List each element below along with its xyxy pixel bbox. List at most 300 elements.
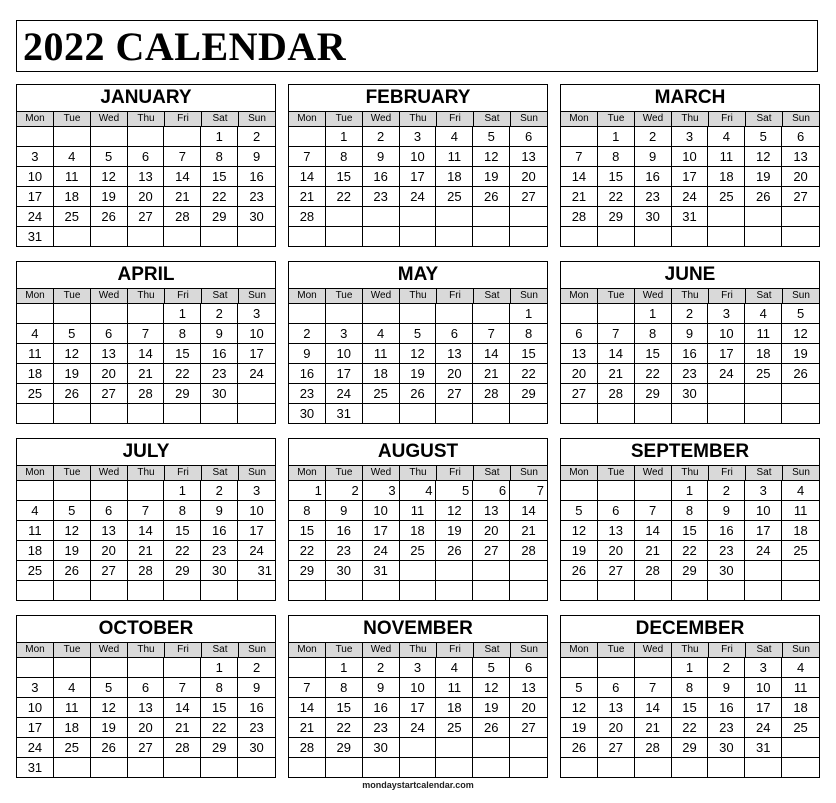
- day-cell: 9: [326, 501, 363, 521]
- day-cell: 1: [672, 481, 709, 501]
- day-cell: 29: [164, 561, 201, 581]
- day-cell: 21: [561, 187, 598, 207]
- weekday-label: Tue: [326, 112, 363, 126]
- day-cell: [635, 758, 672, 777]
- weekday-label: Wed: [91, 466, 128, 480]
- weekday-label: Sat: [202, 289, 239, 303]
- day-cell: 17: [238, 521, 275, 541]
- day-cell: 2: [708, 658, 745, 678]
- day-cell: 15: [510, 344, 547, 364]
- weekday-header: [561, 642, 819, 658]
- day-cell: 31: [238, 561, 275, 581]
- day-cell: 20: [473, 521, 510, 541]
- weekday-header: [289, 111, 547, 127]
- day-cell: 21: [164, 187, 201, 207]
- day-cell: 23: [201, 364, 238, 384]
- weekday-label: Mon: [289, 289, 326, 303]
- day-cell: 3: [708, 304, 745, 324]
- day-cell: 17: [363, 521, 400, 541]
- weekday-label: Wed: [363, 643, 400, 657]
- weekday-label: Fri: [437, 112, 474, 126]
- day-cell: 29: [598, 207, 635, 227]
- day-cell: 6: [510, 658, 547, 678]
- day-cell: 26: [782, 364, 819, 384]
- day-cell: 10: [17, 167, 54, 187]
- day-cell: 9: [635, 147, 672, 167]
- weekday-label: Sun: [248, 113, 266, 124]
- day-cell: 1: [326, 658, 363, 678]
- day-cell: 25: [54, 738, 91, 758]
- footer-url: mondaystartcalendar.com: [362, 780, 474, 790]
- day-cell: [289, 304, 326, 324]
- day-cell: 26: [54, 384, 91, 404]
- day-cell: [782, 404, 819, 423]
- day-cell: 25: [782, 541, 819, 561]
- weekday-label: Tue: [598, 112, 635, 126]
- day-cell: 22: [326, 718, 363, 738]
- day-cell: [91, 304, 128, 324]
- weekday-label: Tue: [326, 289, 363, 303]
- day-cell: 5: [561, 501, 598, 521]
- weekday-header: [561, 288, 819, 304]
- day-cell: 4: [17, 324, 54, 344]
- day-cell: 11: [400, 501, 437, 521]
- day-cell: 7: [289, 678, 326, 698]
- day-cell: [91, 404, 128, 423]
- weekday-label: Tue: [326, 643, 363, 657]
- day-cell: [128, 758, 165, 777]
- day-cell: 26: [561, 561, 598, 581]
- page-title: 2022 CALENDAR: [23, 24, 347, 69]
- day-cell: 2: [238, 127, 275, 147]
- day-cell: 14: [289, 698, 326, 718]
- day-grid: [289, 304, 547, 423]
- day-cell: 26: [473, 187, 510, 207]
- day-cell: 30: [672, 384, 709, 404]
- day-cell: 17: [17, 187, 54, 207]
- day-cell: 30: [326, 561, 363, 581]
- day-cell: 30: [635, 207, 672, 227]
- day-cell: 31: [17, 758, 54, 777]
- day-cell: 6: [598, 501, 635, 521]
- day-cell: 10: [745, 678, 782, 698]
- day-cell: [598, 658, 635, 678]
- day-cell: 24: [672, 187, 709, 207]
- weekday-label: Thu: [672, 466, 709, 480]
- day-cell: 18: [400, 521, 437, 541]
- month-july: [16, 438, 276, 601]
- day-cell: [473, 227, 510, 246]
- day-cell: [128, 304, 165, 324]
- day-cell: 27: [128, 738, 165, 758]
- day-cell: [598, 581, 635, 600]
- day-cell: [363, 304, 400, 324]
- day-cell: [164, 404, 201, 423]
- weekday-label: Thu: [672, 112, 709, 126]
- day-cell: 6: [561, 324, 598, 344]
- weekday-label: Thu: [128, 289, 165, 303]
- day-cell: 28: [164, 738, 201, 758]
- weekday-label: Sat: [202, 466, 239, 480]
- day-cell: [128, 404, 165, 423]
- day-cell: [128, 658, 165, 678]
- day-cell: [708, 581, 745, 600]
- day-cell: 28: [510, 541, 547, 561]
- month-name: JUNE: [664, 264, 716, 285]
- weekday-label: Sun: [248, 644, 266, 655]
- day-cell: [782, 227, 819, 246]
- day-cell: 15: [326, 698, 363, 718]
- month-november: [288, 615, 548, 778]
- day-cell: 20: [436, 364, 473, 384]
- day-cell: 7: [164, 147, 201, 167]
- day-cell: 13: [436, 344, 473, 364]
- weekday-header: [289, 642, 547, 658]
- day-cell: 13: [782, 147, 819, 167]
- weekday-label: Sat: [746, 289, 783, 303]
- day-cell: 14: [598, 344, 635, 364]
- day-cell: 25: [436, 718, 473, 738]
- day-cell: 10: [238, 501, 275, 521]
- day-cell: 30: [708, 738, 745, 758]
- day-cell: [708, 404, 745, 423]
- day-cell: 28: [473, 384, 510, 404]
- weekday-label: Sat: [746, 466, 783, 480]
- weekday-label: Sat: [202, 643, 239, 657]
- day-cell: 16: [326, 521, 363, 541]
- month-name: MARCH: [654, 87, 726, 108]
- day-cell: 8: [598, 147, 635, 167]
- day-cell: [128, 581, 165, 600]
- day-cell: 29: [672, 738, 709, 758]
- day-cell: 19: [745, 167, 782, 187]
- day-cell: 8: [289, 501, 326, 521]
- weekday-label: Thu: [128, 112, 165, 126]
- day-cell: [598, 304, 635, 324]
- day-cell: [708, 207, 745, 227]
- day-cell: 4: [436, 658, 473, 678]
- day-cell: [54, 658, 91, 678]
- day-cell: 24: [400, 187, 437, 207]
- weekday-label: Sat: [474, 643, 511, 657]
- day-cell: [91, 758, 128, 777]
- weekday-label: Fri: [437, 289, 474, 303]
- month-september: [560, 438, 820, 601]
- day-cell: 3: [238, 304, 275, 324]
- day-cell: [289, 658, 326, 678]
- day-cell: 12: [473, 147, 510, 167]
- day-cell: 23: [326, 541, 363, 561]
- day-cell: 25: [17, 384, 54, 404]
- day-cell: 22: [164, 364, 201, 384]
- day-cell: 18: [708, 167, 745, 187]
- day-cell: 6: [128, 678, 165, 698]
- weekday-label: Mon: [17, 289, 54, 303]
- day-cell: 25: [782, 718, 819, 738]
- day-cell: 10: [745, 501, 782, 521]
- day-cell: [400, 561, 437, 581]
- day-cell: 26: [436, 541, 473, 561]
- weekday-label: Tue: [54, 112, 91, 126]
- day-cell: 22: [635, 364, 672, 384]
- day-cell: 28: [128, 561, 165, 581]
- day-cell: 23: [201, 541, 238, 561]
- day-cell: 25: [400, 541, 437, 561]
- day-cell: [782, 758, 819, 777]
- weekday-label: Thu: [400, 643, 437, 657]
- weekday-label: Mon: [561, 112, 598, 126]
- day-cell: 17: [17, 718, 54, 738]
- weekday-label: Tue: [54, 466, 91, 480]
- day-cell: [782, 384, 819, 404]
- weekday-label: Fri: [709, 466, 746, 480]
- day-cell: 5: [745, 127, 782, 147]
- day-cell: 28: [164, 207, 201, 227]
- day-cell: 18: [17, 364, 54, 384]
- day-cell: [201, 227, 238, 246]
- day-cell: 9: [238, 147, 275, 167]
- day-cell: 12: [561, 521, 598, 541]
- day-cell: 18: [782, 521, 819, 541]
- day-cell: [17, 404, 54, 423]
- weekday-header: [561, 465, 819, 481]
- day-cell: 23: [363, 187, 400, 207]
- day-cell: 1: [672, 658, 709, 678]
- day-cell: 3: [363, 481, 400, 501]
- day-cell: 1: [326, 127, 363, 147]
- month-name: MAY: [397, 264, 439, 285]
- day-cell: 1: [164, 304, 201, 324]
- day-cell: 27: [91, 384, 128, 404]
- weekday-label: Wed: [635, 643, 672, 657]
- day-cell: [510, 404, 547, 423]
- day-cell: 26: [473, 718, 510, 738]
- day-cell: [17, 658, 54, 678]
- day-cell: 22: [201, 187, 238, 207]
- day-cell: 5: [473, 127, 510, 147]
- day-cell: 16: [635, 167, 672, 187]
- day-cell: 22: [510, 364, 547, 384]
- day-cell: 12: [745, 147, 782, 167]
- day-cell: 25: [436, 187, 473, 207]
- weekday-label: Wed: [635, 466, 672, 480]
- day-cell: 8: [672, 678, 709, 698]
- day-cell: 10: [363, 501, 400, 521]
- day-cell: 16: [708, 521, 745, 541]
- day-cell: 4: [782, 481, 819, 501]
- weekday-label: Fri: [709, 289, 746, 303]
- month-december: [560, 615, 820, 778]
- month-october: [16, 615, 276, 778]
- day-cell: [363, 758, 400, 777]
- day-cell: 9: [363, 678, 400, 698]
- day-cell: 9: [708, 501, 745, 521]
- day-cell: 1: [598, 127, 635, 147]
- day-cell: 23: [289, 384, 326, 404]
- day-cell: 8: [201, 147, 238, 167]
- day-cell: 20: [91, 541, 128, 561]
- day-cell: [473, 304, 510, 324]
- day-grid: [289, 127, 547, 246]
- day-cell: 31: [363, 561, 400, 581]
- day-cell: 21: [289, 187, 326, 207]
- day-cell: [54, 304, 91, 324]
- day-cell: 20: [598, 541, 635, 561]
- day-cell: 4: [363, 324, 400, 344]
- day-grid: [561, 304, 819, 423]
- day-cell: 1: [289, 481, 326, 501]
- day-cell: [672, 581, 709, 600]
- day-cell: 15: [164, 344, 201, 364]
- weekday-label: Wed: [363, 112, 400, 126]
- day-cell: 10: [238, 324, 275, 344]
- day-cell: 12: [400, 344, 437, 364]
- month-name: FEBRUARY: [365, 87, 471, 108]
- day-cell: 30: [289, 404, 326, 423]
- month-june: [560, 261, 820, 424]
- day-cell: 27: [598, 738, 635, 758]
- day-cell: 26: [745, 187, 782, 207]
- day-cell: 14: [635, 698, 672, 718]
- day-cell: [326, 207, 363, 227]
- day-cell: 21: [128, 364, 165, 384]
- day-cell: [598, 481, 635, 501]
- day-cell: [400, 227, 437, 246]
- day-cell: [238, 384, 275, 404]
- weekday-label: Sun: [520, 467, 538, 478]
- month-name: NOVEMBER: [363, 618, 473, 639]
- weekday-label: Sat: [202, 112, 239, 126]
- day-cell: [400, 758, 437, 777]
- day-cell: [326, 581, 363, 600]
- title-box: [16, 20, 818, 72]
- day-cell: 28: [635, 561, 672, 581]
- day-cell: 14: [473, 344, 510, 364]
- day-cell: [326, 304, 363, 324]
- day-cell: 3: [745, 481, 782, 501]
- day-cell: 14: [164, 698, 201, 718]
- day-cell: 28: [598, 384, 635, 404]
- day-cell: 6: [473, 481, 510, 501]
- day-cell: 31: [17, 227, 54, 246]
- day-cell: 2: [363, 658, 400, 678]
- day-cell: 2: [326, 481, 363, 501]
- day-cell: 18: [54, 187, 91, 207]
- weekday-label: Fri: [709, 112, 746, 126]
- day-cell: 17: [400, 698, 437, 718]
- day-cell: [363, 227, 400, 246]
- day-grid: [17, 304, 275, 423]
- day-cell: 6: [128, 147, 165, 167]
- day-cell: 16: [363, 698, 400, 718]
- day-cell: 21: [635, 541, 672, 561]
- day-cell: 11: [782, 678, 819, 698]
- month-april: [16, 261, 276, 424]
- day-cell: [598, 404, 635, 423]
- day-cell: [473, 581, 510, 600]
- month-name: OCTOBER: [98, 618, 194, 639]
- day-cell: [473, 561, 510, 581]
- day-cell: [510, 561, 547, 581]
- day-cell: 23: [672, 364, 709, 384]
- weekday-label: Mon: [289, 112, 326, 126]
- day-cell: [635, 481, 672, 501]
- day-cell: 11: [17, 344, 54, 364]
- weekday-label: Tue: [598, 289, 635, 303]
- day-cell: 17: [326, 364, 363, 384]
- day-cell: 19: [91, 718, 128, 738]
- day-cell: [635, 404, 672, 423]
- day-cell: 7: [561, 147, 598, 167]
- day-cell: 14: [128, 344, 165, 364]
- day-cell: 20: [510, 167, 547, 187]
- day-cell: 26: [91, 738, 128, 758]
- day-cell: 5: [561, 678, 598, 698]
- day-cell: [363, 207, 400, 227]
- day-cell: 9: [238, 678, 275, 698]
- day-cell: 19: [561, 541, 598, 561]
- weekday-label: Wed: [635, 112, 672, 126]
- day-cell: 22: [326, 187, 363, 207]
- day-cell: [164, 581, 201, 600]
- day-cell: 23: [708, 541, 745, 561]
- day-cell: [400, 207, 437, 227]
- day-grid: [289, 481, 547, 600]
- day-cell: [598, 758, 635, 777]
- day-cell: 28: [128, 384, 165, 404]
- weekday-label: Wed: [363, 466, 400, 480]
- day-cell: 14: [635, 521, 672, 541]
- month-name: DECEMBER: [635, 618, 745, 639]
- day-cell: [436, 304, 473, 324]
- day-cell: 25: [708, 187, 745, 207]
- day-cell: [436, 581, 473, 600]
- month-february: [288, 84, 548, 247]
- day-cell: 3: [400, 658, 437, 678]
- day-cell: 17: [708, 344, 745, 364]
- day-cell: [473, 758, 510, 777]
- day-cell: 9: [363, 147, 400, 167]
- weekday-header: [17, 288, 275, 304]
- day-cell: 2: [201, 481, 238, 501]
- day-cell: [635, 581, 672, 600]
- day-cell: 4: [17, 501, 54, 521]
- weekday-label: Tue: [54, 289, 91, 303]
- day-grid: [561, 481, 819, 600]
- day-cell: [436, 207, 473, 227]
- day-cell: 8: [672, 501, 709, 521]
- day-cell: 9: [708, 678, 745, 698]
- day-cell: 21: [473, 364, 510, 384]
- day-cell: 19: [436, 521, 473, 541]
- day-cell: 9: [201, 324, 238, 344]
- day-cell: [473, 738, 510, 758]
- day-cell: 10: [400, 147, 437, 167]
- day-cell: [672, 758, 709, 777]
- day-cell: 24: [238, 541, 275, 561]
- month-name: AUGUST: [377, 441, 459, 462]
- day-cell: 15: [672, 698, 709, 718]
- weekday-label: Thu: [672, 289, 709, 303]
- day-cell: 6: [510, 127, 547, 147]
- day-cell: 19: [473, 167, 510, 187]
- day-cell: 19: [782, 344, 819, 364]
- day-cell: [164, 658, 201, 678]
- month-name: JANUARY: [100, 87, 192, 108]
- day-cell: 27: [782, 187, 819, 207]
- day-cell: 1: [164, 481, 201, 501]
- day-cell: [201, 581, 238, 600]
